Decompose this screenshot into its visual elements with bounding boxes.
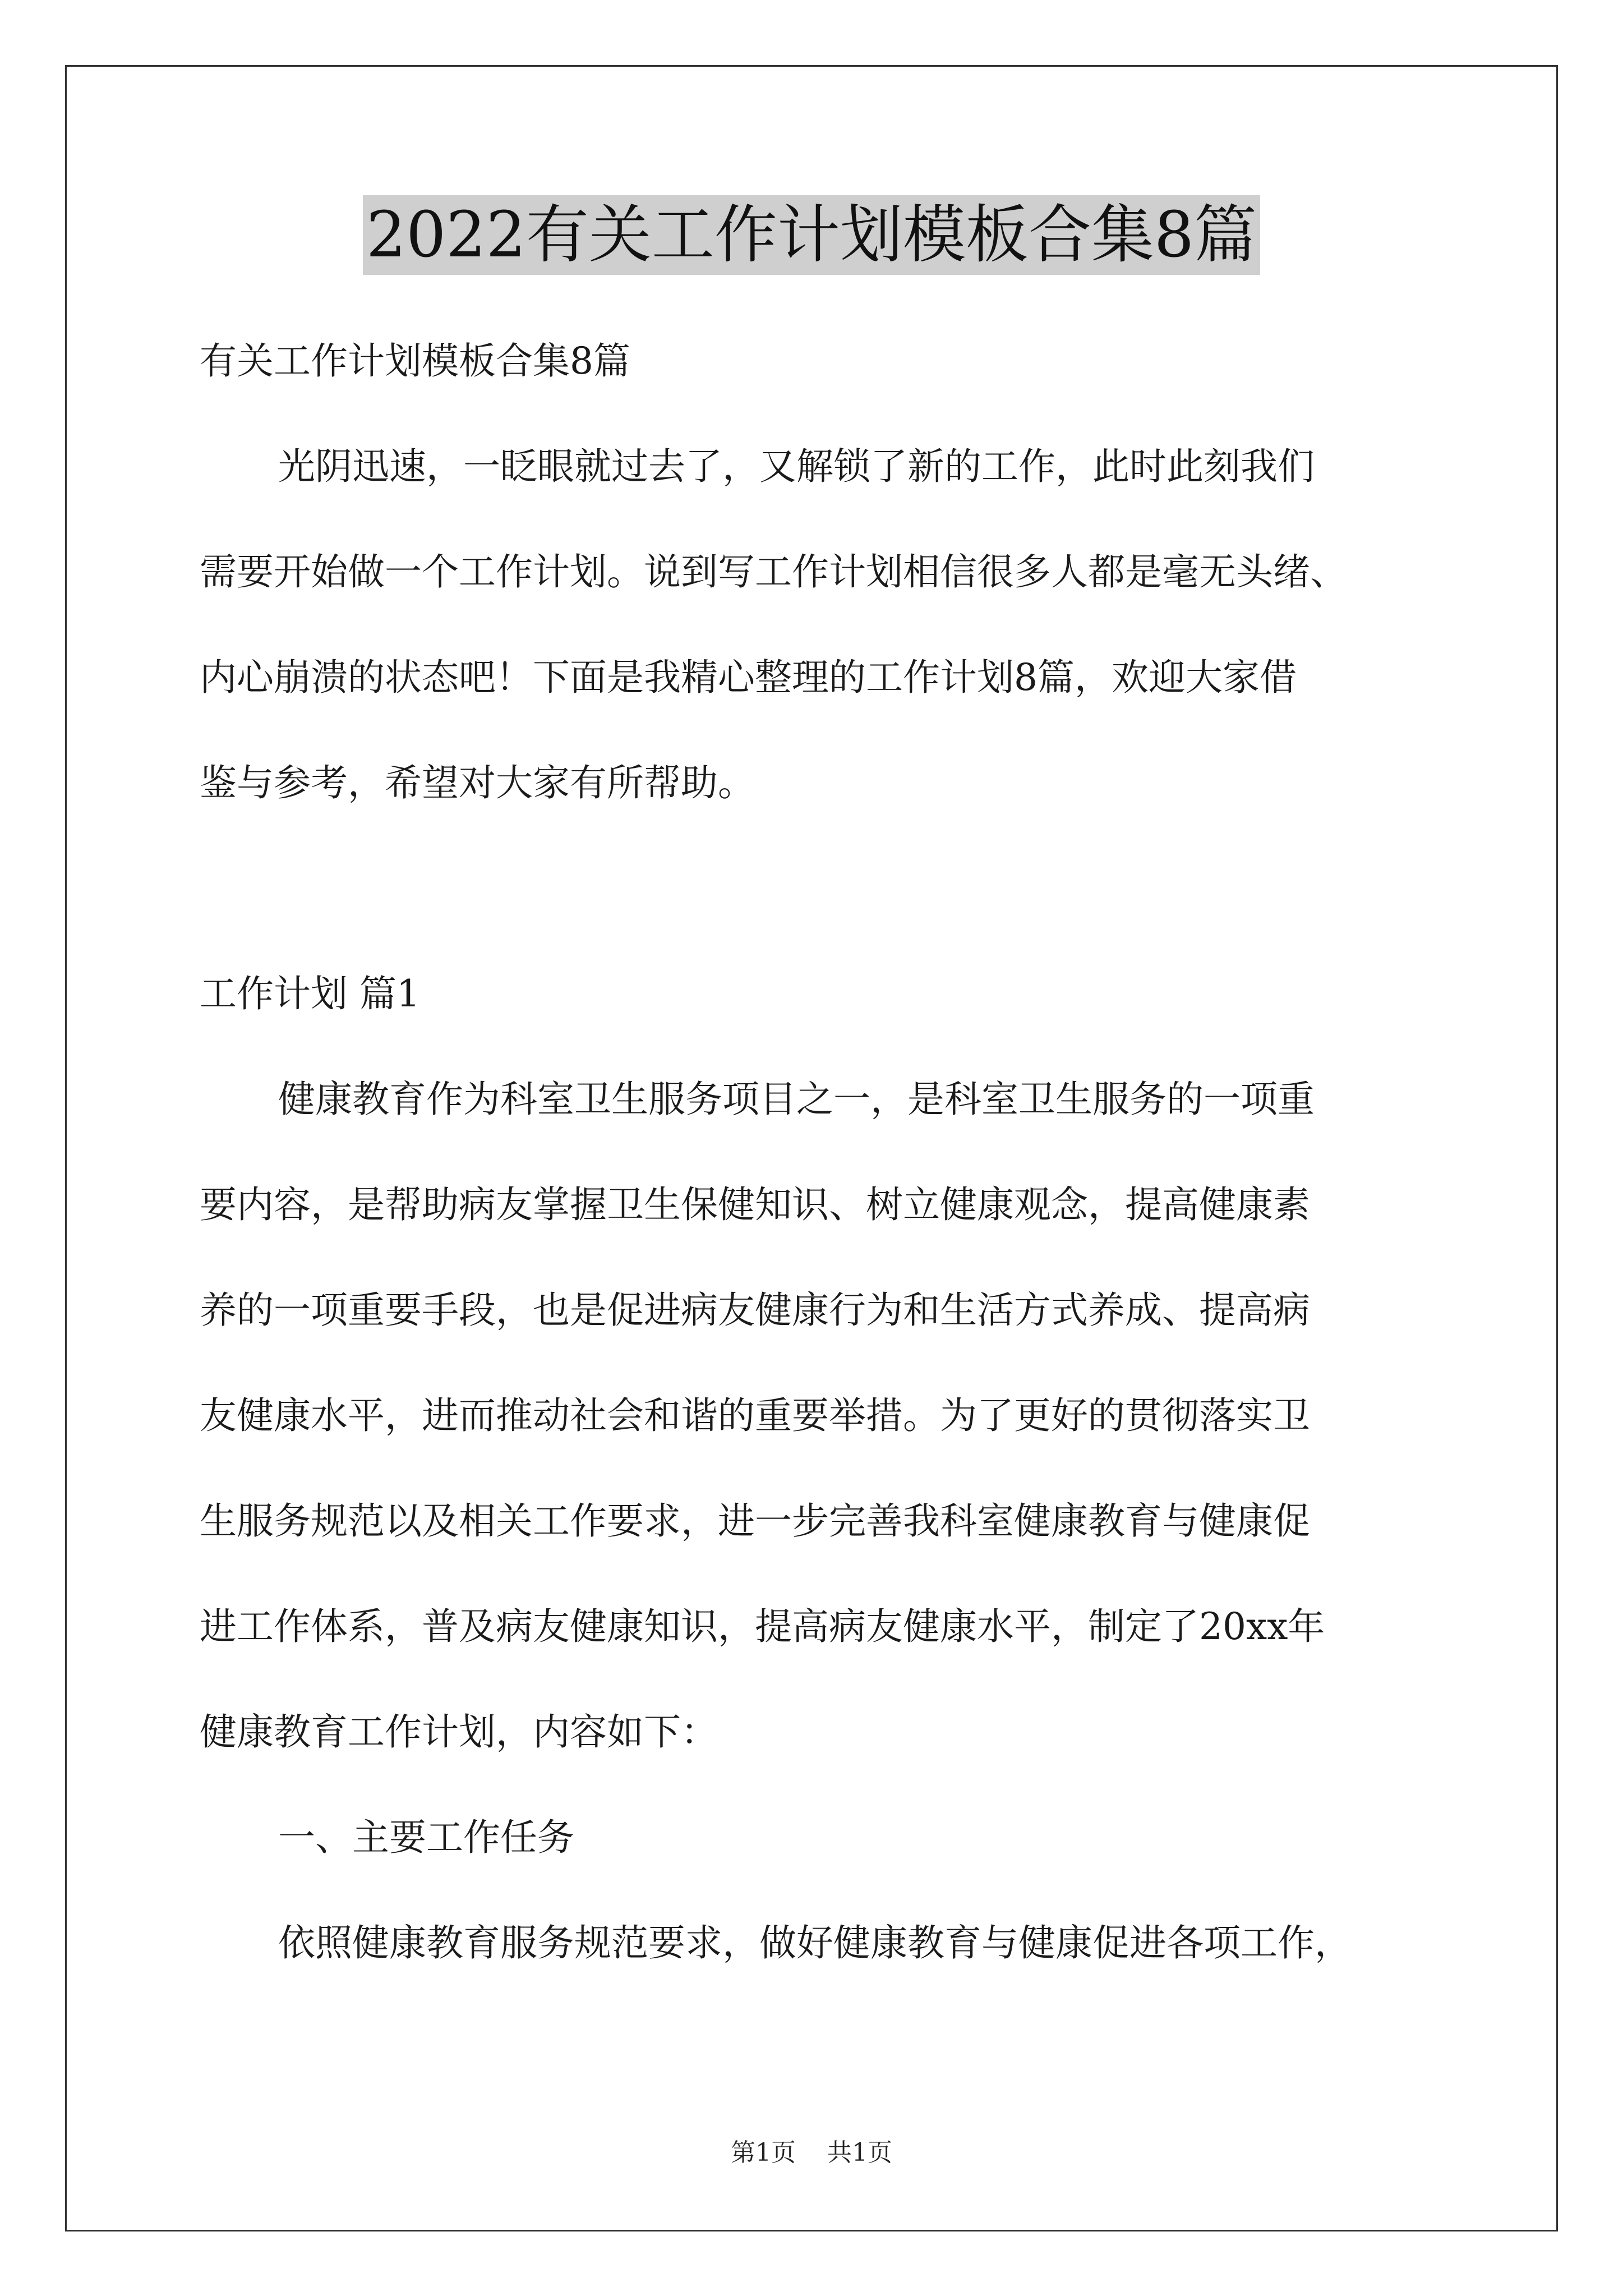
paragraph-line: 友健康水平，进而推动社会和谐的重要举措。为了更好的贯彻落实卫 bbox=[200, 1394, 1310, 1437]
paragraph-line: 进工作体系，普及病友健康知识，提高病友健康水平，制定了20xx年 bbox=[200, 1605, 1325, 1648]
paragraph-line: 健康教育作为科室卫生服务项目之一，是科室卫生服务的一项重 bbox=[278, 1078, 1315, 1121]
paragraph-line: 要内容，是帮助病友掌握卫生保健知识、树立健康观念，提高健康素 bbox=[200, 1183, 1310, 1226]
document-body bbox=[200, 309, 1433, 1996]
paragraph-line: 依照健康教育服务规范要求，做好健康教育与健康促进各项工作， bbox=[278, 1921, 1352, 1964]
paragraph-spacer bbox=[200, 836, 1433, 941]
paragraph-line: 健康教育工作计划，内容如下： bbox=[200, 1710, 718, 1754]
subsection-heading: 一、主要工作任务 bbox=[278, 1816, 574, 1859]
paragraph-line: 光阴迅速，一眨眼就过去了，又解锁了新的工作，此时此刻我们 bbox=[278, 445, 1315, 488]
paragraph-line: 养的一项重要手段，也是促进病友健康行为和生活方式养成、提高病 bbox=[200, 1289, 1310, 1332]
paragraph-line: 生服务规范以及相关工作要求，进一步完善我科室健康教育与健康促 bbox=[200, 1499, 1310, 1543]
document-title: 2022有关工作计划模板合集8篇 bbox=[363, 195, 1260, 275]
title-container bbox=[0, 195, 1623, 275]
paragraph-line: 鉴与参考，希望对大家有所帮助。 bbox=[200, 761, 755, 804]
section-heading: 工作计划 篇1 bbox=[200, 972, 420, 1015]
page-number-total: 共1页 bbox=[827, 2138, 892, 2167]
subtitle-line: 有关工作计划模板合集8篇 bbox=[200, 339, 630, 383]
paragraph-line: 内心崩溃的状态吧！下面是我精心整理的工作计划8篇，欢迎大家借 bbox=[200, 656, 1297, 699]
page-number-current: 第1页 bbox=[731, 2138, 796, 2167]
page-footer bbox=[0, 2136, 1623, 2170]
paragraph-line: 需要开始做一个工作计划。说到写工作计划相信很多人都是毫无头绪、 bbox=[200, 550, 1347, 593]
